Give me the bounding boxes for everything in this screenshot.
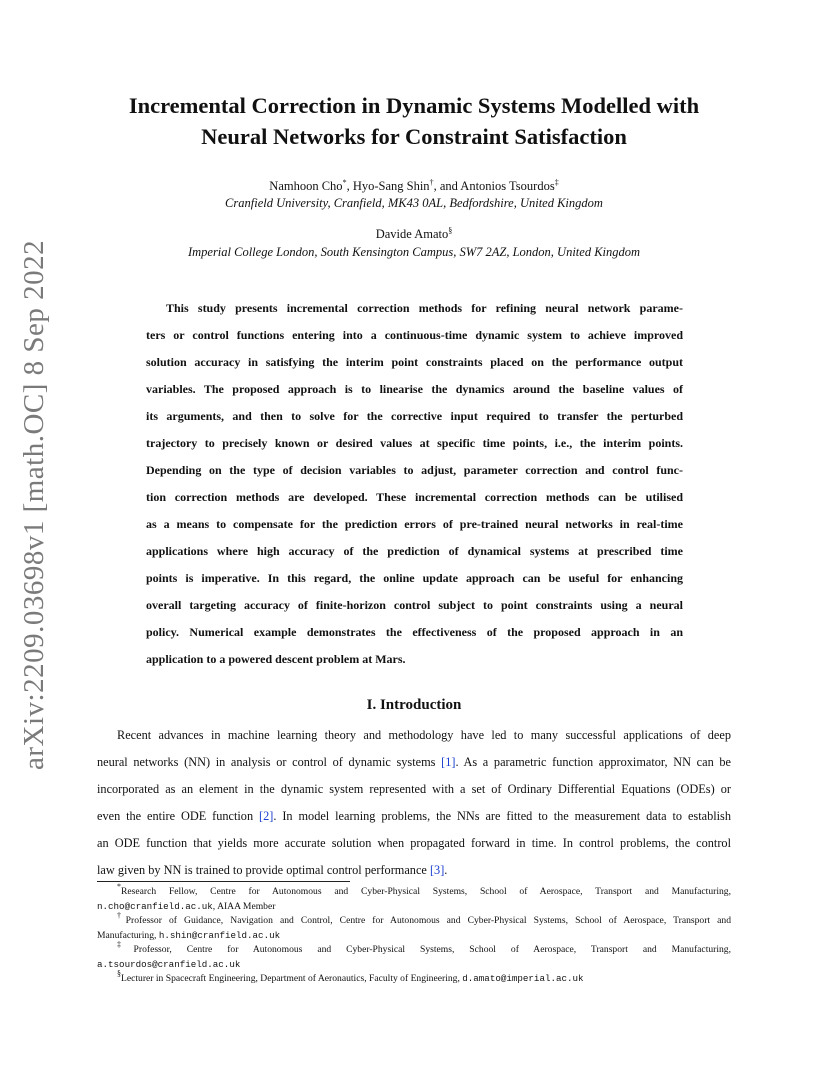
footnote-2 [97, 911, 731, 929]
author-name: Namhoon Cho [269, 179, 343, 193]
body-line [97, 803, 731, 830]
footnote-marker: ‡ [117, 940, 134, 949]
footnote-3-cont [97, 958, 731, 973]
footnote-3 [97, 940, 732, 958]
footnote-text: Research Fellow, Centre for Autonomous and Cyber-Physical Systems, School of Aerospace, Transport and Manufacturing, [121, 886, 731, 897]
abstract-line: overall targeting accuracy of finite-horizon control subject to point constraints using a neural [146, 598, 683, 612]
footnote-text: , AIAA Member [212, 900, 276, 912]
title-line-2: Neural Networks for Constraint Satisfaction [201, 124, 627, 149]
footnote-marker: ‡ [554, 178, 559, 187]
body-line [97, 857, 731, 884]
abstract-line: variables. The proposed approach is to linearise the dynamics around the baseline values of [146, 382, 683, 396]
citation-link-1[interactable]: [1] [441, 755, 456, 769]
email-link[interactable]: h.shin@cranfield.ac.uk [158, 929, 281, 941]
section-heading-introduction: I. Introduction [366, 697, 462, 713]
email-link[interactable]: n.cho@cranfield.ac.uk [97, 900, 213, 912]
abstract-line: trajectory to precisely known or desired values at specific time points, i.e., the interim points. [146, 436, 683, 450]
footnote-2-cont [97, 929, 731, 944]
abstract-line: ters or control functions entering into a continuous-time dynamic system to achieve improved [146, 328, 683, 342]
body-text-span: law given by NN is trained to provide optimal control performance [97, 863, 430, 877]
abstract-line: policy. Numerical example demonstrates the effectiveness of the proposed approach in an [146, 625, 683, 639]
abstract-line: application to a powered descent problem at Mars. [146, 652, 406, 666]
footnote-1-cont [97, 900, 731, 915]
footnote-text: Professor, Centre for Autonomous and Cyber-Physical Systems, School of Aerospace, Transport and Manufacturing, [133, 944, 732, 955]
abstract-line: applications where high accuracy of the prediction of dynamical systems at prescribed time [146, 544, 683, 558]
arxiv-identifier: arXiv:2209.03698v1 [math.OC] 8 Sep 2022 [18, 239, 50, 770]
body-line: incorporated as an element in the dynamic system represented with a set of Ordinary Differential Equations (ODEs) or [97, 782, 731, 796]
email-link[interactable]: d.amato@imperial.ac.uk [462, 973, 584, 984]
footnote-marker: † [429, 178, 434, 187]
footnote-marker: § [448, 226, 453, 235]
abstract-line: Depending on the type of decision variables to adjust, parameter correction and control func- [146, 463, 683, 477]
author-name: , and Antonios Tsourdos [433, 179, 555, 193]
author-list-2 [80, 227, 748, 242]
body-text-span: . As a parametric function approximator, NN can be [455, 755, 731, 769]
body-text-span: even the entire ODE function [97, 809, 260, 823]
author-name: , Hyo-Sang Shin [346, 179, 430, 193]
abstract-line: points is imperative. In this regard, the online update approach can be useful for enhancing [146, 571, 683, 585]
footnote-marker: * [117, 882, 121, 891]
body-line: an ODE function that yields more accurate solution when propagated forward in time. In control problems, the control [97, 836, 731, 850]
abstract-line: solution accuracy in satisfying the interim point constraints placed on the performance output [146, 355, 683, 369]
citation-link-3[interactable]: [3] [429, 863, 445, 877]
footnote-divider [97, 881, 350, 882]
footnote-marker: † [117, 911, 126, 920]
footnote-text: Manufacturing, [97, 929, 159, 941]
abstract-line: its arguments, and then to solve for the corrective input required to transfer the perturbed [146, 409, 683, 423]
body-text-span: . [444, 863, 448, 877]
title-line-1: Incremental Correction in Dynamic Systems Modelled with [128, 93, 700, 118]
body-line: Recent advances in machine learning theory and methodology have led to many successful applications of deep [117, 728, 731, 742]
footnote-1 [97, 882, 731, 900]
abstract-line: tion correction methods are developed. These incremental correction methods can be utilised [146, 490, 683, 504]
affiliation-1: Cranfield University, Cranfield, MK43 0AL, Bedfordshire, United Kingdom [225, 196, 603, 210]
paper-title [80, 90, 748, 152]
affiliation-2: Imperial College London, South Kensington Campus, SW7 2AZ, London, United Kingdom [187, 245, 641, 259]
footnote-4 [97, 969, 731, 987]
citation-link-2[interactable]: [2] [259, 809, 274, 823]
body-text-span: neural networks (NN) in analysis or control of dynamic systems [97, 755, 442, 769]
footnote-text: Professor of Guidance, Navigation and Control, Centre for Autonomous and Cyber-Physical Systems, School of Aerospace, Transport and [125, 915, 731, 926]
footnotes [97, 882, 732, 987]
introduction-paragraph [97, 722, 731, 884]
email-link[interactable]: a.tsourdos@cranfield.ac.uk [97, 958, 241, 970]
abstract [146, 295, 683, 673]
footnote-marker: * [342, 178, 347, 187]
body-text-span: . In model learning problems, the NNs are fitted to the measurement data to establish [273, 809, 731, 823]
body-line [97, 749, 731, 776]
abstract-line: as a means to compensate for the prediction errors of pre-trained neural networks in real-time [146, 517, 683, 531]
author-list-1 [80, 179, 748, 194]
abstract-line: This study presents incremental correction methods for refining neural network parame- [166, 301, 683, 315]
footnote-marker: § [117, 969, 121, 978]
author-name: Davide Amato [375, 227, 449, 241]
footnote-text: Lecturer in Spacecraft Engineering, Department of Aeronautics, Faculty of Engineering, [121, 973, 463, 984]
